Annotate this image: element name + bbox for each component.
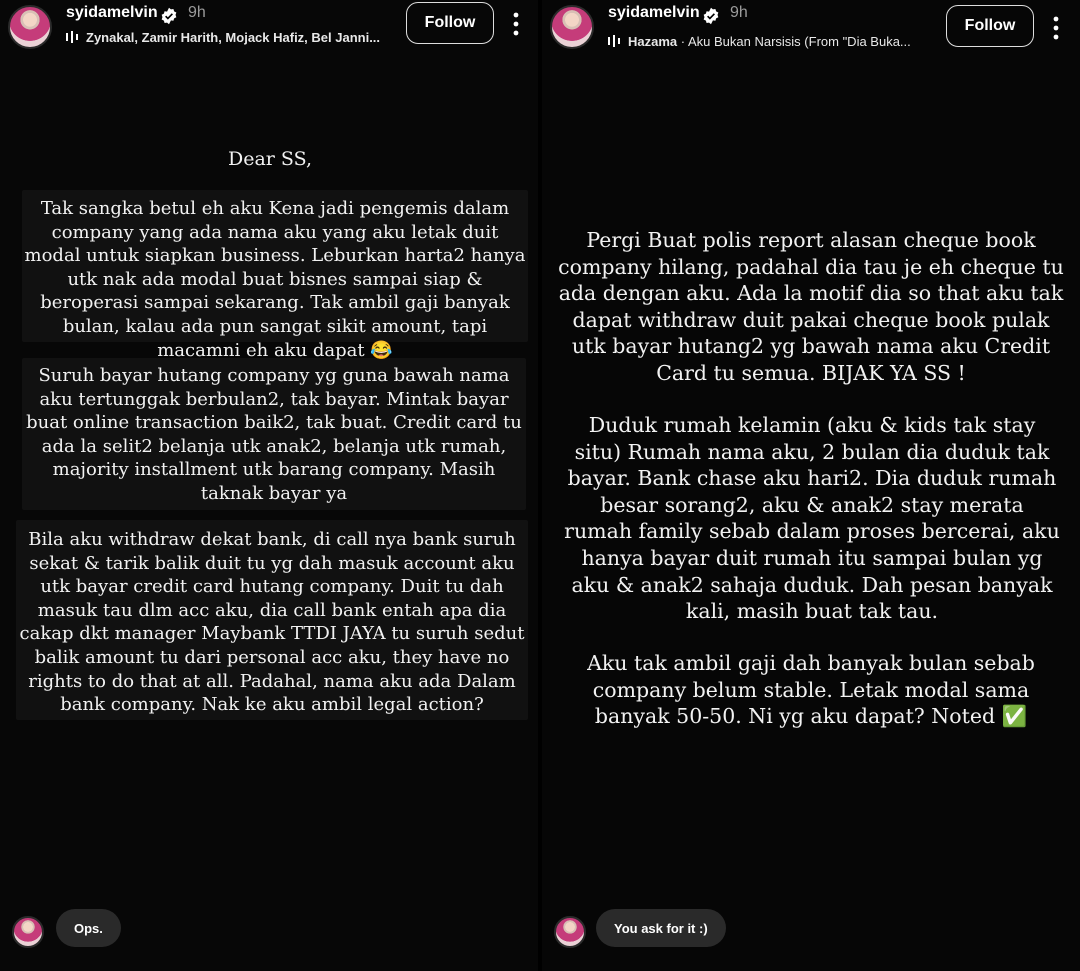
more-options-icon[interactable] <box>512 12 520 36</box>
post-time: 9h <box>730 4 748 21</box>
reply-avatar <box>554 916 586 948</box>
music-info[interactable] <box>608 34 928 49</box>
username[interactable]: syidamelvin <box>608 4 700 21</box>
story-panel-left <box>0 0 538 971</box>
music-bars-icon <box>608 35 622 47</box>
story-paragraph: Tak sangka betul eh aku Kena jadi pengemis dalam company yang ada nama aku yang aku letak duit modal untuk siapkan business. Leburkan harta2 hanya utk nak ada modal buat bisnes sampai siap & beroperasi sampai sekarang. Tak ambil gaji banyak bulan, kalau ada pun sangat sikit amount, tapi macamni eh aku dapat 😂 <box>24 198 526 361</box>
avatar[interactable] <box>550 5 594 49</box>
story-panel-right <box>542 0 1080 971</box>
follow-button[interactable]: Follow <box>406 2 494 44</box>
story-header: Dear SS, <box>228 148 312 170</box>
story-paragraph: Pergi Buat polis report alasan cheque book company hilang, padahal dia tau je eh cheque tu ada dengan aku. Ada la motif dia so that aku tak dapat withdraw duit pakai cheque book pulak utk bayar hutang2 yg bawah nama aku Credit Card tu semua. BIJAK YA SS ! <box>558 228 1064 385</box>
reply-bubble[interactable]: You ask for it :) <box>596 909 726 947</box>
music-artist: Hazama <box>628 34 678 49</box>
story-paragraph: Aku tak ambil gaji dah banyak bulan sebab company belum stable. Letak modal sama banyak 50-50. Ni yg aku dapat? Noted ✅ <box>587 651 1035 729</box>
verified-badge-icon <box>160 7 178 25</box>
verified-badge-icon <box>702 7 720 25</box>
story-paragraph: Bila aku withdraw dekat bank, di call nya bank suruh sekat & tarik balik duit tu yg dah masuk account aku utk bayar credit card hutang company. Duit tu dah masuk tau dlm acc aku, dia call bank entah apa dia cakap dkt manager Maybank TTDI JAYA tu suruh sedut balik amount tu dari personal acc aku, they have no rights to do that at all. Padahal, nama aku ada Dalam bank company. Nak ke aku ambil legal action? <box>19 529 525 716</box>
username[interactable]: syidamelvin <box>66 4 158 21</box>
music-info[interactable] <box>66 30 386 45</box>
story-paragraph: Suruh bayar hutang company yg guna bawah nama aku tertunggak berbulan2, tak bayar. Mintak bayar buat online transaction baik2, tak buat. Credit card tu ada la selit2 belanja utk anak2, belanja utk rumah, majority installment utk barang company. Masih taknak bayar ya <box>26 365 522 504</box>
music-artist: Zynakal, Zamir Harith, Mojack Hafiz, Bel Janni... <box>86 30 381 45</box>
story-paragraph: Duduk rumah kelamin (aku & kids tak stay situ) Rumah nama aku, 2 bulan dia duduk tak bayar. Bank chase aku hari2. Dia duduk rumah besar sorang2, aku & anak2 stay merata rumah family sebab dalam proses bercerai, aku hanya bayar duit rumah itu sampai bulan yg aku & anak2 sahaja duduk. Dah pesan banyak kali, masih buat tak tau. <box>564 413 1060 624</box>
follow-button[interactable]: Follow <box>946 5 1034 47</box>
avatar[interactable] <box>8 5 52 49</box>
reply-avatar <box>12 916 44 948</box>
more-options-icon[interactable] <box>1052 16 1060 40</box>
post-time: 9h <box>188 4 206 21</box>
music-track: · Aku Bukan Narsisis (From "Dia Buka... <box>677 34 911 49</box>
reply-bubble[interactable]: Ops. <box>56 909 121 947</box>
music-bars-icon <box>66 31 80 43</box>
